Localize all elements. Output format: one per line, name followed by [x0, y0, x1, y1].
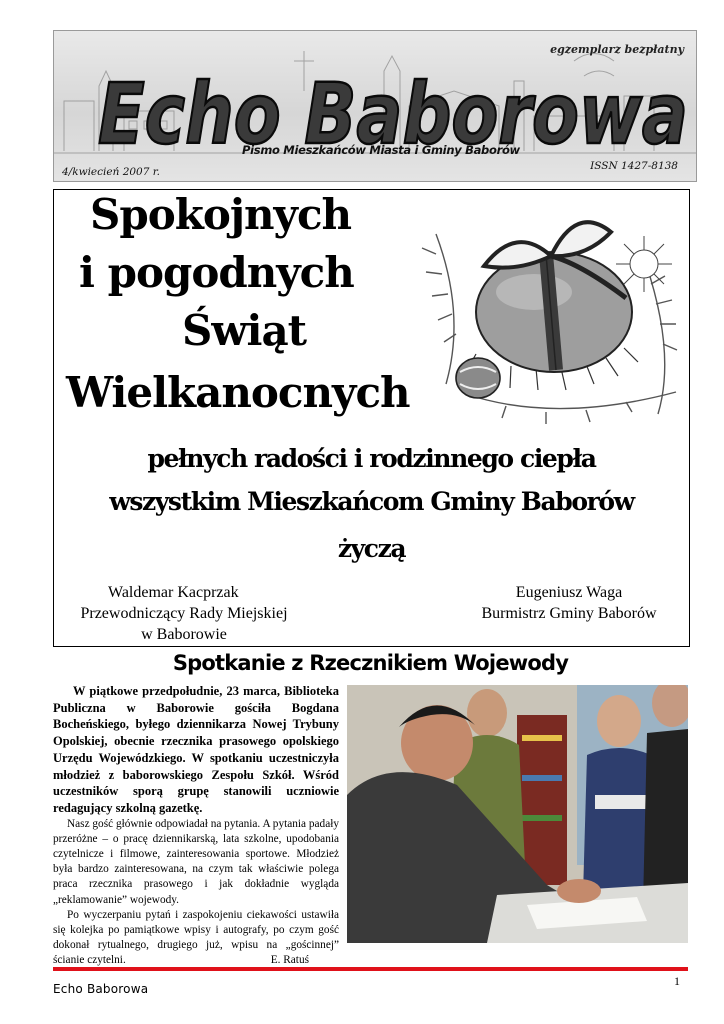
- issn: ISSN 1427-8138: [590, 160, 678, 172]
- footer-publication-name: Echo Baborowa: [53, 982, 149, 996]
- easter-greeting-box: [53, 189, 690, 647]
- article-author: E. Ratuś: [270, 954, 309, 967]
- signature-right: [454, 582, 684, 624]
- signer-left-role: Przewodniczący Rady Miejskiej: [80, 605, 288, 622]
- issue-number: 4/kwiecień 2007 r.: [62, 166, 160, 178]
- wish-line-1: pełnych radości i rodzinnego ciepła: [147, 444, 596, 473]
- article-paragraph-2-text: Po wyczerpaniu pytań i zaspokojeniu ciekawości ustawiła się kolejka po pamiątkowe wpisy i autografy, po czym gość dokonał rytualnego, drugiego już, wpisu na „gościnnej” ścianie czytelni.: [53, 908, 339, 967]
- masthead-title: Echo Baborowa: [98, 65, 688, 163]
- signer-left-name: Waldemar Kacprzak: [108, 584, 239, 601]
- signer-left-place: w Baborowie: [141, 626, 227, 643]
- signer-right-role: Burmistrz Gminy Baborów: [481, 605, 657, 622]
- article-photo: [347, 685, 688, 943]
- meeting-photo-illustration: [347, 685, 688, 943]
- greeting-line-4: Wielkanocnych: [66, 368, 410, 417]
- article-paragraph-2: [53, 908, 339, 969]
- signature-left: [74, 582, 294, 645]
- wish-line-3: życzą: [337, 534, 406, 563]
- article-text: [53, 683, 339, 969]
- free-copy-note: egzemplarz bezpłatny: [550, 43, 684, 56]
- wish-line-2: wszystkim Mieszkańcom Gminy Baborów: [109, 487, 634, 516]
- easter-egg-illustration: [406, 194, 688, 426]
- masthead: [53, 30, 697, 182]
- page-number: 1: [674, 974, 680, 988]
- signer-right-name: Eugeniusz Waga: [515, 584, 623, 601]
- masthead-subtitle: Pismo Mieszkańców Miasta i Gminy Baborów: [242, 143, 520, 157]
- greeting-line-3: Świąt: [182, 306, 307, 355]
- footer-rule: [53, 967, 688, 971]
- article-title: Spotkanie z Rzecznikiem Wojewody: [172, 651, 569, 675]
- article-lead: W piątkowe przedpołudnie, 23 marca, Biblioteka Publiczna w Baborowie gościła Bogdana Bocheńskiego, byłego dziennikarza Nowej Trybuny Opolskiej, obecnie rzecznika prasowego opolskiego Urzędu Wojewódzkiego. W spotkaniu uczestniczyła młodzież z baborowskiego Zespołu Szkół. Wśród uczestników sporą grupę stanowili uczniowie redagujący szkolną gazetkę.: [53, 684, 339, 815]
- greeting-line-2: i pogodnych: [79, 248, 354, 297]
- article-paragraph-1: Nasz gość głównie odpowiadał na pytania. A pytania padały przeróżne – o pracę dziennikarską, lata szkolne, upodobania czytelnicze i filmowe, zainteresowania sportowe. Młodzież była bardzo zainteresowana, na czym tak właściwie polega praca rzecznika prasowego i jak dokładnie wygląda „reklamowanie” wojewody.: [53, 817, 339, 906]
- greeting-line-1: Spokojnych: [90, 190, 352, 239]
